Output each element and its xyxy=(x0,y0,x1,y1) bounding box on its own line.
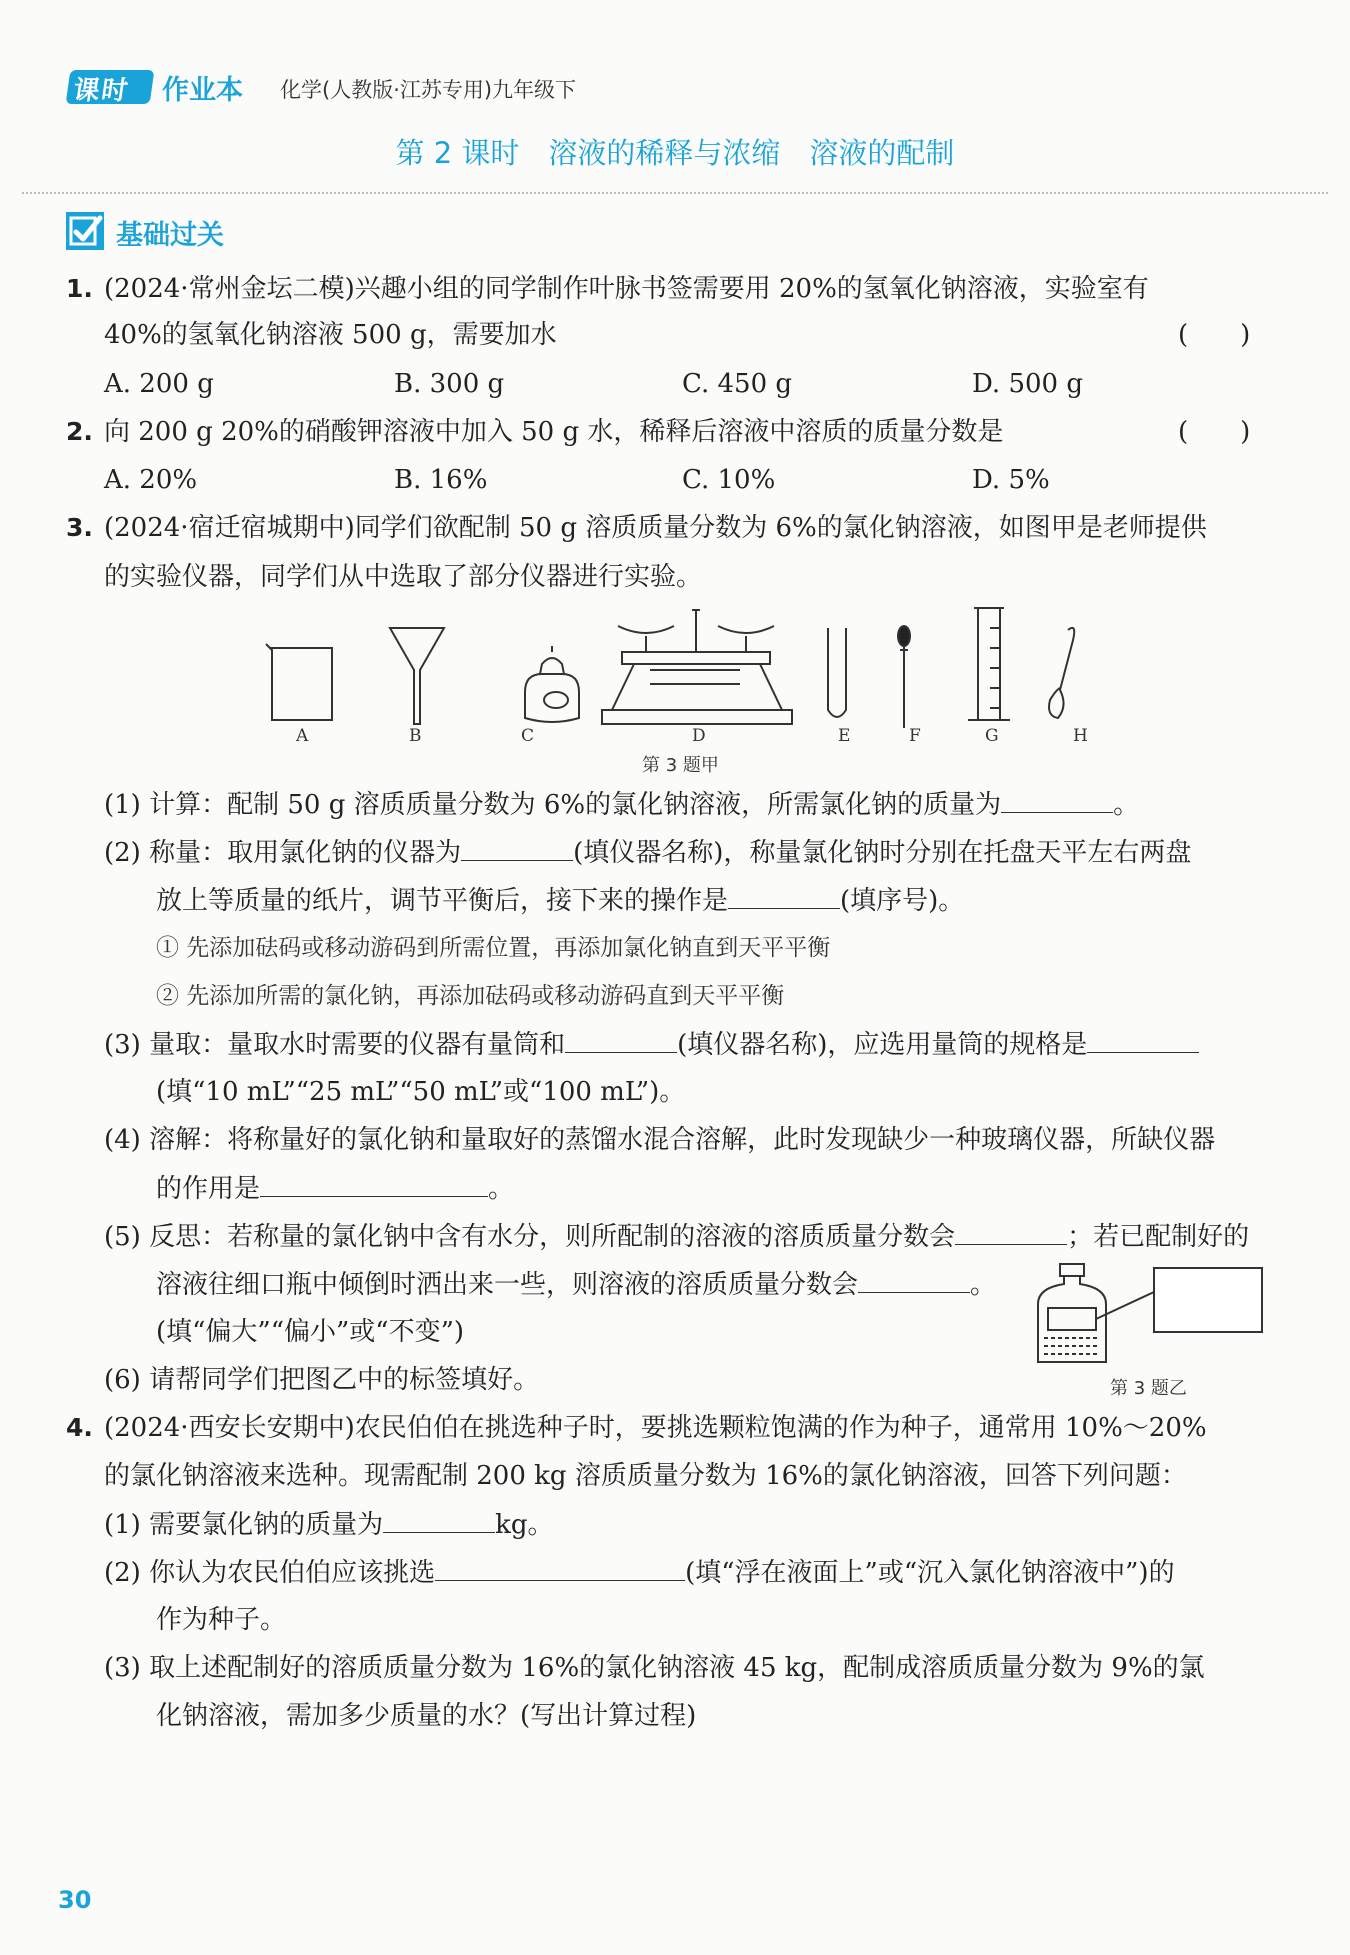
q3-part2-option1: ① 先添加砝码或移动游码到所需位置，再添加氯化钠直到天平平衡 xyxy=(156,935,831,961)
q3-part4-line2 xyxy=(156,1168,514,1209)
q3-part5-text-b: ；若已配制好的 xyxy=(1067,1222,1250,1252)
q4-part1-unit: kg。 xyxy=(495,1510,554,1540)
q4-part2-line1 xyxy=(104,1552,1175,1593)
page-number: 30 xyxy=(58,1886,92,1914)
q3-part2-line1 xyxy=(104,832,1191,873)
figure-caption-jia: 第 3 题甲 xyxy=(642,755,719,776)
lesson-title: 第 2 课时 溶液的稀释与浓缩 溶液的配制 xyxy=(395,136,955,170)
header-logo xyxy=(66,70,155,104)
q3-part1 xyxy=(104,784,1139,825)
q3-part6: (6) 请帮同学们把图乙中的标签填好。 xyxy=(104,1365,540,1395)
header-book: 作业本 xyxy=(162,75,243,106)
q3-text-line1: (2024·宿迁宿城期中)同学们欲配制 50 g 溶质质量分数为 6%的氯化钠溶液，如图甲是老师提供 xyxy=(104,513,1207,543)
q3-part3-line1 xyxy=(104,1024,1199,1065)
q1-option-a: A. 200 g xyxy=(104,369,214,399)
fig-label-g: G xyxy=(985,726,999,746)
q3-part1-end: 。 xyxy=(1113,790,1140,820)
reagent-bottle-icon xyxy=(1038,1264,1154,1362)
answer-blank[interactable] xyxy=(461,832,573,861)
q4-part2-line2: 作为种子。 xyxy=(156,1605,287,1635)
q4-number: 4. xyxy=(66,1413,93,1442)
answer-blank[interactable] xyxy=(1001,784,1113,813)
q4-part2-text-b: (填“浮在液面上”或“沉入氯化钠溶液中”)的 xyxy=(685,1558,1175,1588)
q3-part3-text-a: (3) 量取：量取水时需要的仪器有量筒和 xyxy=(104,1030,566,1060)
q1-number: 1. xyxy=(66,274,93,303)
q3-part1-text: (1) 计算：配制 50 g 溶质质量分数为 6%的氯化钠溶液，所需氯化钠的质量为 xyxy=(104,790,1002,820)
q4-part3-line1: (3) 取上述配制好的溶质质量分数为 16%的氯化钠溶液 45 kg，配制成溶质质量分数为 9%的氯 xyxy=(104,1653,1205,1683)
q3-part2-text-b: (填仪器名称)，称量氯化钠时分别在托盘天平左右两盘 xyxy=(573,838,1192,868)
q3-part2-option2: ② 先添加所需的氯化钠，再添加砝码或移动游码直到天平平衡 xyxy=(156,983,785,1009)
balance-icon xyxy=(602,610,792,724)
q3-part4-text-b: 的作用是 xyxy=(156,1174,261,1204)
fig-label-c: C xyxy=(521,726,535,746)
q3-part3-line2: (填“10 mL”“25 mL”“50 mL”或“100 mL”)。 xyxy=(156,1077,686,1107)
answer-blank[interactable] xyxy=(383,1504,495,1533)
header-subject: 化学(人教版·江苏专用)九年级下 xyxy=(280,78,577,102)
q3-part5-text-a: (5) 反思：若称量的氯化钠中含有水分，则所配制的溶液的溶质质量分数会 xyxy=(104,1222,956,1252)
graduated-cylinder-icon xyxy=(968,608,1010,720)
q4-part3-line2: 化钠溶液，需加多少质量的水？(写出计算过程) xyxy=(156,1701,697,1731)
answer-blank[interactable] xyxy=(858,1264,970,1293)
q3-part5-text-d: 。 xyxy=(970,1270,997,1300)
q1-text-line1: (2024·常州金坛二模)兴趣小组的同学制作叶脉书签需要用 20%的氢氧化钠溶液，实验室有 xyxy=(104,274,1149,304)
header-logo-text: 课时 xyxy=(71,76,132,106)
q1-text-line2: 40%的氢氧化钠溶液 500 g，需要加水 xyxy=(104,320,557,350)
q2-option-c: C. 10% xyxy=(682,465,776,495)
q3-number: 3. xyxy=(66,513,93,542)
q2-answer-paren: ( ) xyxy=(1178,417,1251,447)
answer-blank[interactable] xyxy=(728,880,840,909)
dropper-icon xyxy=(898,626,910,728)
q4-part1-text: (1) 需要氯化钠的质量为 xyxy=(104,1510,384,1540)
title-divider xyxy=(22,192,1328,194)
q3-part2-text-c: 放上等质量的纸片，调节平衡后，接下来的操作是 xyxy=(156,886,729,916)
q1-option-c: C. 450 g xyxy=(682,369,793,399)
reagent-bottle-figure xyxy=(1030,1258,1270,1368)
q4-part1 xyxy=(104,1504,554,1545)
q1-answer-paren: ( ) xyxy=(1178,320,1251,350)
fig-label-e: E xyxy=(838,726,851,746)
q3-part5-text-c: 溶液往细口瓶中倾倒时洒出来一些，则溶液的溶质质量分数会 xyxy=(156,1270,859,1300)
answer-blank[interactable] xyxy=(1087,1024,1199,1053)
q3-part4-line1: (4) 溶解：将称量好的氯化钠和量取好的蒸馏水混合溶解，此时发现缺少一种玻璃仪器，所缺仪器 xyxy=(104,1125,1216,1155)
q4-part2-text-a: (2) 你认为农民伯伯应该挑选 xyxy=(104,1558,436,1588)
q1-option-b: B. 300 g xyxy=(394,369,505,399)
q2-text-line1: 向 200 g 20%的硝酸钾溶液中加入 50 g 水，稀释后溶液中溶质的质量分数是 xyxy=(104,417,1004,447)
q3-part5-line2 xyxy=(156,1264,996,1305)
fig-label-h: H xyxy=(1073,726,1088,746)
q1-option-d: D. 500 g xyxy=(972,369,1083,399)
answer-blank[interactable] xyxy=(565,1024,677,1053)
q4-text-line2: 的氯化钠溶液来选种。现需配制 200 kg 溶质质量分数为 16%的氯化钠溶液，回答下列问题： xyxy=(104,1461,1187,1491)
checkmark-icon xyxy=(66,212,104,250)
test-tube-icon xyxy=(828,628,846,717)
q2-number: 2. xyxy=(66,417,93,446)
answer-blank[interactable] xyxy=(260,1168,488,1197)
lab-instruments-figure xyxy=(240,600,1120,740)
beaker-icon xyxy=(266,644,332,720)
q2-option-b: B. 16% xyxy=(394,465,488,495)
section-title: 基础过关 xyxy=(116,220,224,251)
alcohol-lamp-icon xyxy=(525,646,579,722)
spatula-icon xyxy=(1049,628,1074,718)
q3-part2-text-a: (2) 称量：取用氯化钠的仪器为 xyxy=(104,838,462,868)
section-check-icon xyxy=(66,212,104,250)
q3-text-line2: 的实验仪器，同学们从中选取了部分仪器进行实验。 xyxy=(104,562,703,592)
label-box[interactable] xyxy=(1154,1268,1262,1332)
funnel-icon xyxy=(390,628,444,724)
q2-option-d: D. 5% xyxy=(972,465,1050,495)
q3-part2-text-d: (填序号)。 xyxy=(840,886,965,916)
q3-part5-line1 xyxy=(104,1216,1249,1257)
q3-part2-line2 xyxy=(156,880,964,921)
fig-label-b: B xyxy=(409,726,422,746)
q4-text-line1: (2024·西安长安期中)农民伯伯在挑选种子时，要挑选颗粒饱满的作为种子，通常用 10%～20% xyxy=(104,1413,1207,1443)
fig-label-a: A xyxy=(296,726,309,746)
q3-part4-text-c: 。 xyxy=(488,1174,515,1204)
q3-part5-line3: (填“偏大”“偏小”或“不变”) xyxy=(156,1317,465,1347)
q3-part3-text-b: (填仪器名称)，应选用量筒的规格是 xyxy=(677,1030,1088,1060)
fig-label-f: F xyxy=(909,726,921,746)
figure-caption-yi: 第 3 题乙 xyxy=(1110,1378,1187,1399)
answer-blank[interactable] xyxy=(955,1216,1067,1245)
q2-option-a: A. 20% xyxy=(104,465,198,495)
answer-blank[interactable] xyxy=(435,1552,685,1581)
fig-label-d: D xyxy=(692,726,706,746)
